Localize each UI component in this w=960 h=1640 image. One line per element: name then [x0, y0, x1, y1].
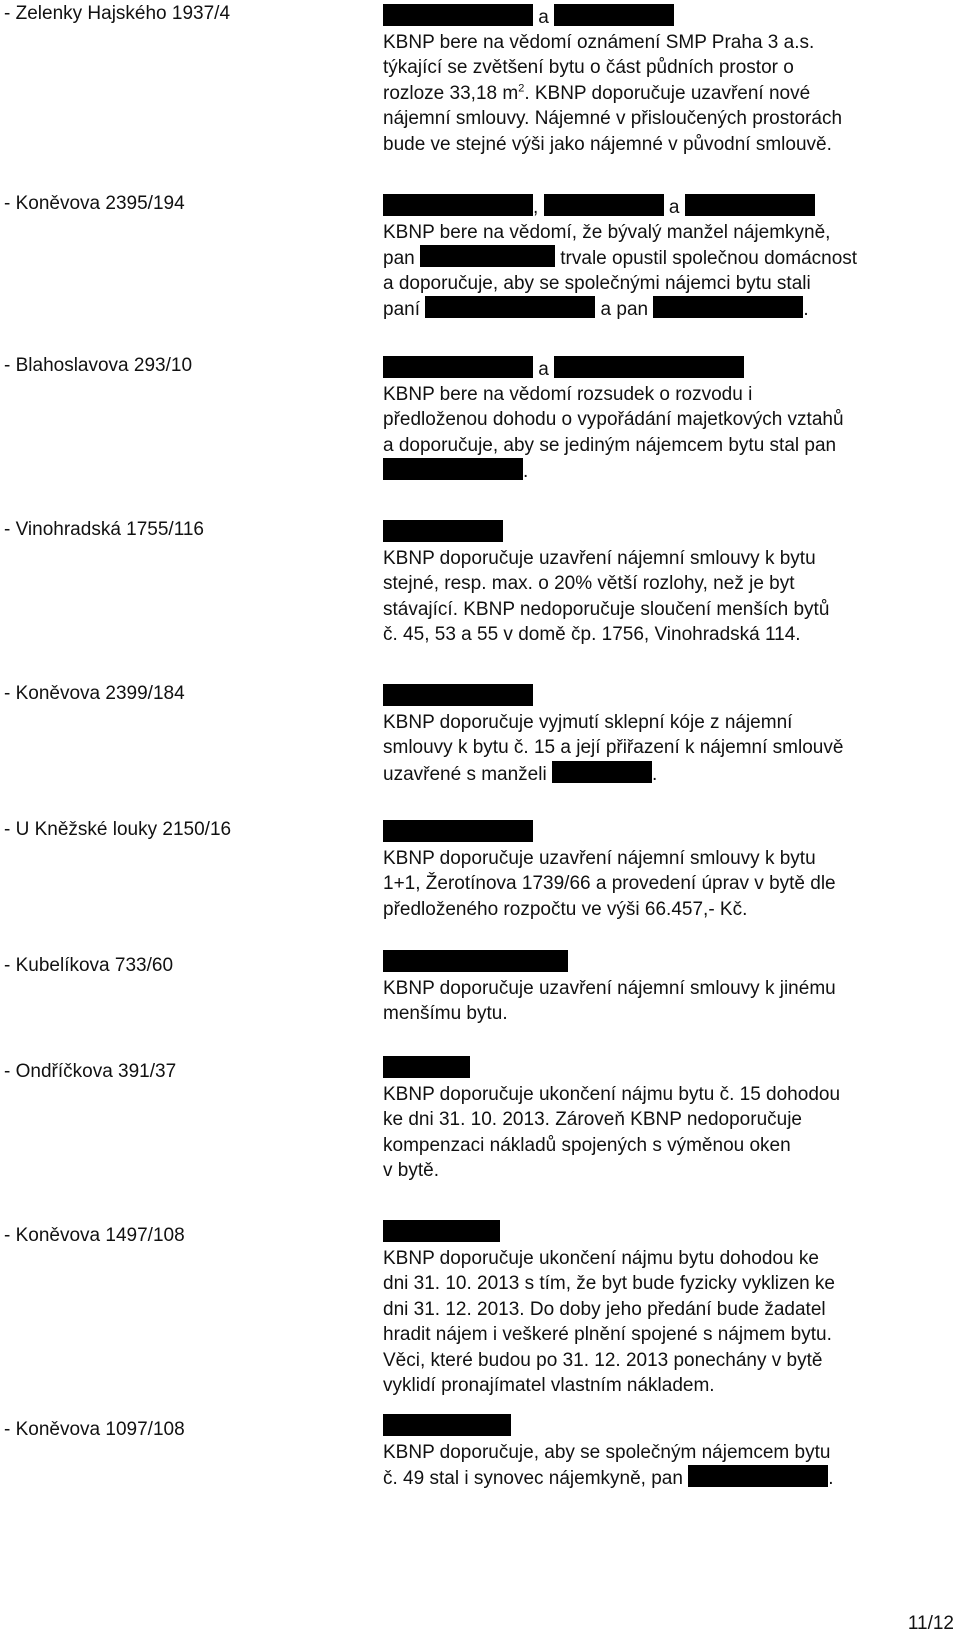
entry-address: - Koněvova 1497/108 — [4, 1225, 185, 1246]
redaction — [653, 296, 803, 318]
redaction — [383, 194, 533, 216]
entry-address: - Ondříčkova 391/37 — [4, 1061, 177, 1082]
redaction — [552, 761, 652, 783]
redaction — [685, 194, 815, 216]
redaction — [383, 458, 523, 480]
entry-address: - Blahoslavova 293/10 — [4, 355, 193, 376]
redaction — [425, 296, 595, 318]
redaction — [544, 194, 664, 216]
redaction — [554, 4, 674, 26]
redaction — [688, 1465, 828, 1487]
entry-address: - Koněvova 2399/184 — [4, 683, 185, 704]
entry-text: KBNP doporučuje uzavření nájemní smlouvy k jinému menšímu bytu. — [383, 950, 943, 1027]
redaction — [383, 356, 533, 378]
entry-address: - Zelenky Hajského 1937/4 — [4, 3, 231, 24]
entry-text: KBNP doporučuje ukončení nájmu bytu č. 15 dohodou ke dni 31. 10. 2013. Zároveň KBNP nedoporučuje kompenzaci nákladů spojených s výměnou oken v bytě. — [383, 1056, 943, 1184]
entry-text: KBNP doporučuje vyjmutí sklepní kóje z nájemní smlouvy k bytu č. 15 a její přiřazení k nájemní smlouvě uzavřené s manželi . — [383, 684, 943, 786]
entry-address: - Koněvova 2395/194 — [4, 193, 185, 214]
entry-text: KBNP doporučuje, aby se společným nájemcem bytu č. 49 stal i synovec nájemkyně, pan . — [383, 1414, 943, 1491]
redaction — [383, 950, 568, 972]
entry-address: - U Kněžské louky 2150/16 — [4, 819, 232, 840]
entry-text: , a KBNP bere na vědomí, že bývalý manžel nájemkyně, pan trvale opustil společnou domácnost a doporučuje, aby se společnými nájemci bytu stali paní a pan . — [383, 194, 943, 322]
redaction — [383, 1056, 470, 1078]
redaction — [383, 1220, 500, 1242]
entry-text: a KBNP bere na vědomí oznámení SMP Praha 3 a.s. týkající se zvětšení bytu o část půdních prostor o rozloze 33,18 $m^2$. KBNP doporučuje uzavření nové nájemní smlouvy. Nájemné v přisloučených prostorách bude ve stejné výši jako nájemné v původní smlouvě. — [383, 4, 943, 157]
redaction — [383, 1414, 511, 1436]
redaction — [420, 245, 555, 267]
page-number: 11/12 — [907, 1613, 954, 1634]
redaction — [383, 820, 533, 842]
entry-text: KBNP doporučuje uzavření nájemní smlouvy k bytu 1+1, Žerotínova 1739/66 a provedení úprav v bytě dle předloženého rozpočtu ve výši 66.457,- Kč. — [383, 820, 943, 922]
entry-text: a KBNP bere na vědomí rozsudek o rozvodu i předloženou dohodu o vypořádání majetkových vztahů a doporučuje, aby se jediným nájemcem bytu stal pan . — [383, 356, 943, 484]
redaction — [554, 356, 744, 378]
entry-text: KBNP doporučuje ukončení nájmu bytu dohodou ke dni 31. 10. 2013 s tím, že byt bude fyzicky vyklizen ke dni 31. 12. 2013. Do doby jeho předání bude žadatel hradit nájem i veškeré plnění spojené s nájmem bytu. Věci, které budou po 31. 12. 2013 ponechány v bytě vyklidí pronajímatel vlastním nákladem. — [383, 1220, 943, 1399]
entry-address: - Koněvova 1097/108 — [4, 1419, 185, 1440]
redaction — [383, 4, 533, 26]
redaction — [383, 684, 533, 706]
entry-address: - Kubelíkova 733/60 — [4, 955, 174, 976]
entry-address: - Vinohradská 1755/116 — [4, 519, 205, 540]
entry-text: KBNP doporučuje uzavření nájemní smlouvy k bytu stejné, resp. max. o 20% větší rozlohy, než je byt stávající. KBNP nedoporučuje sloučení menších bytů č. 45, 53 a 55 v domě čp. 1756, Vinohradská 114. — [383, 520, 943, 648]
redaction — [383, 520, 503, 542]
